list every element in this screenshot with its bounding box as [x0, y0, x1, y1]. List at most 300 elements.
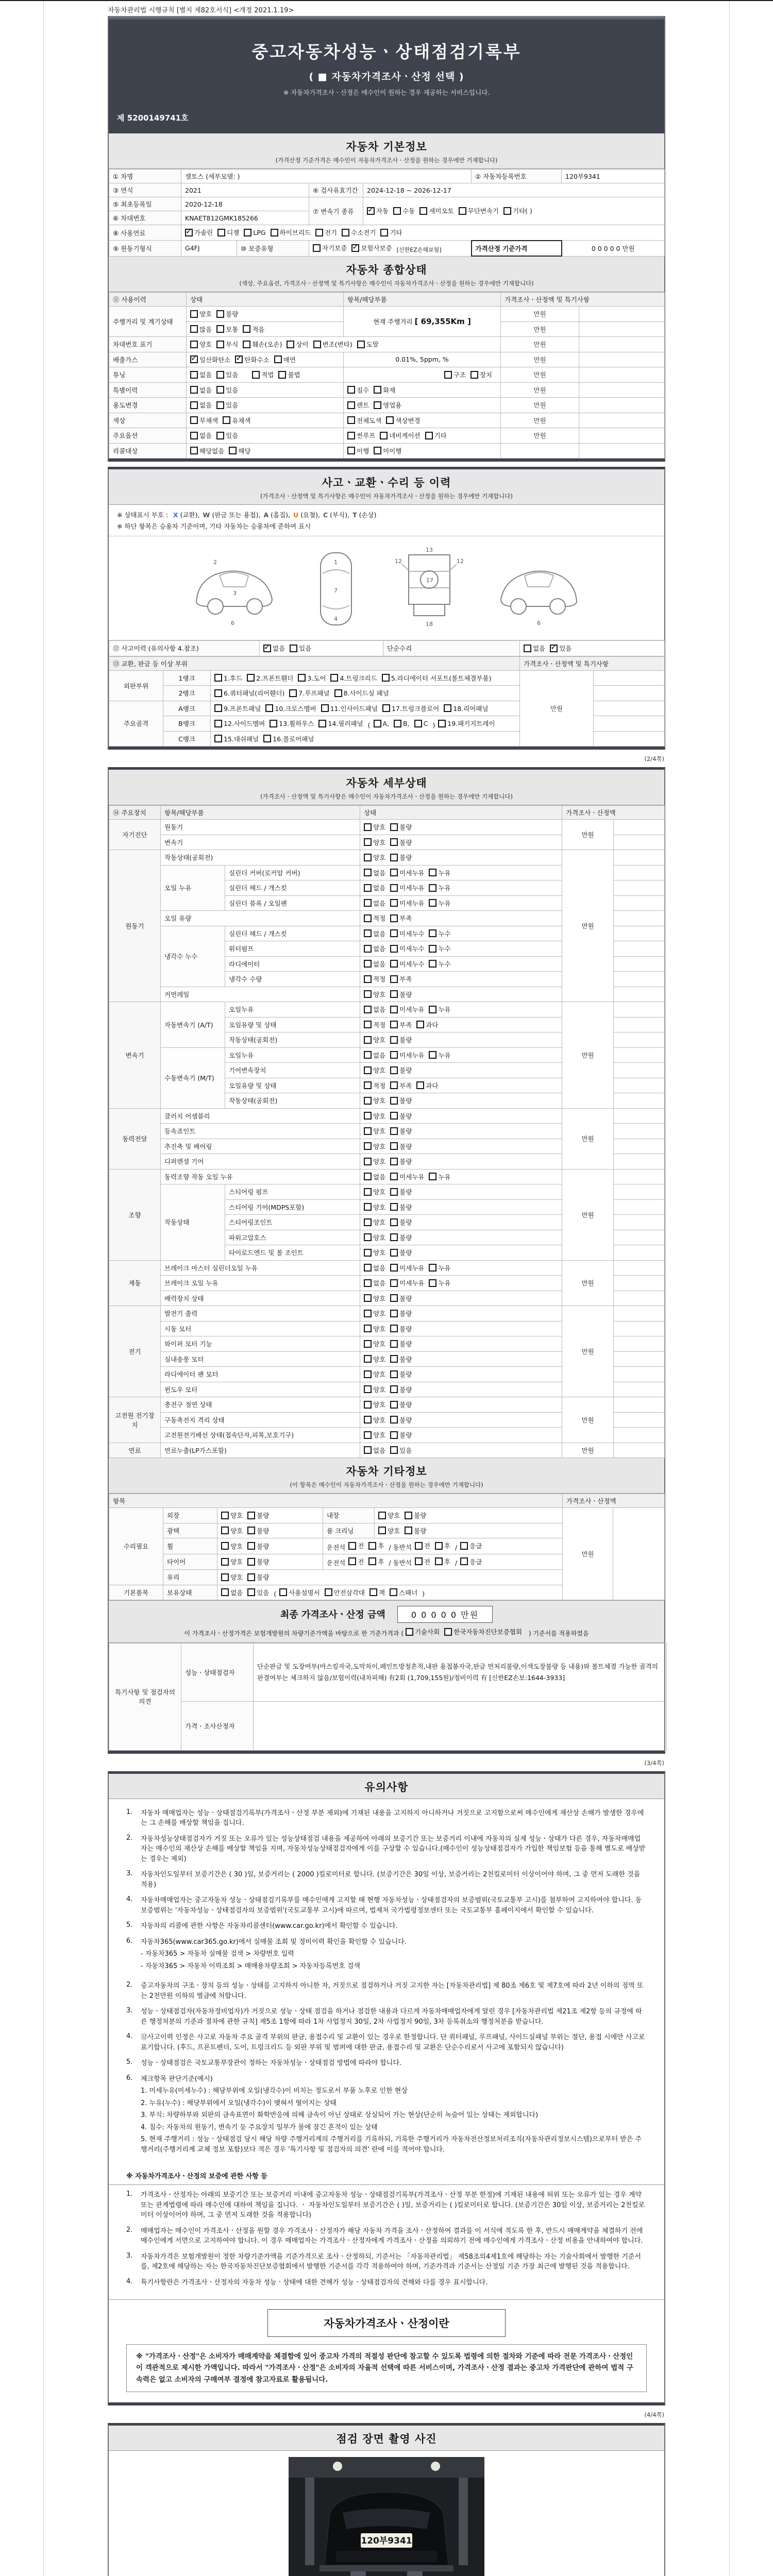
checkbox — [390, 913, 412, 923]
note-cell — [614, 1245, 665, 1261]
state-options — [360, 1047, 562, 1063]
unchecked-checkbox-icon — [390, 1097, 398, 1105]
first-reg-label: ⑤ 최초등록일 — [109, 197, 181, 211]
checkbox — [216, 309, 238, 318]
note-cell — [614, 1063, 665, 1078]
wheel-position-options — [323, 1538, 563, 1554]
checkbox — [252, 370, 274, 379]
checkbox-label: 양호 — [230, 1512, 243, 1519]
svg-text:17: 17 — [426, 577, 433, 584]
checkbox-label: 전기 — [324, 229, 338, 236]
state-options — [360, 1428, 562, 1443]
unchecked-checkbox-icon — [390, 1203, 398, 1211]
checked-checkbox-icon — [185, 229, 193, 236]
unchecked-checkbox-icon — [390, 1188, 398, 1196]
checkbox — [390, 1217, 412, 1227]
checkbox-label: 후 — [378, 1542, 384, 1550]
checkbox-label: 2.프론트휀더 — [256, 674, 294, 682]
checkbox — [390, 1035, 412, 1044]
unchecked-checkbox-icon — [429, 899, 436, 907]
checkbox — [390, 1126, 412, 1136]
col-price: 가격조사ㆍ산정액 — [563, 1494, 665, 1508]
state-options — [360, 1336, 562, 1352]
checkbox-label: 불량 — [399, 1036, 412, 1044]
checkbox — [243, 325, 264, 334]
checkbox-label: 응급 — [469, 1557, 482, 1566]
unchecked-checkbox-icon — [368, 1557, 376, 1565]
section-title: 점검 장면 촬영 사진 — [336, 2432, 437, 2445]
unchecked-checkbox-icon — [334, 689, 342, 697]
checkbox — [429, 1005, 450, 1014]
rank1-label: 1랭크 — [163, 670, 211, 686]
unchecked-checkbox-icon — [214, 674, 222, 682]
checkbox-label: 미세누수 — [399, 960, 425, 968]
checkbox — [287, 340, 308, 349]
price-cell: 만원 — [501, 398, 579, 413]
state-options — [360, 1382, 562, 1397]
checkbox-label: 불량 — [399, 1218, 412, 1226]
checkbox-label: 양호 — [388, 1512, 400, 1519]
svg-text:18: 18 — [426, 621, 433, 628]
sub-group-label: 작동상태 — [161, 1184, 225, 1261]
checkbox-label: 미세누유 — [399, 1264, 425, 1272]
checkbox — [318, 719, 363, 728]
vin-label: ⑥ 차대번호 — [109, 211, 181, 225]
note-cell — [579, 352, 665, 367]
checkbox-label: 있음 — [226, 401, 239, 409]
note-cell — [614, 1291, 665, 1306]
section-subtitle: (가격조사ㆍ산정액 및 특기사항은 매수인이 자동차가격조사ㆍ산정을 원하는 경우에만 기재합니다) — [260, 793, 513, 800]
item-label: 브레이크 마스터 실린더오일 누유 — [161, 1260, 360, 1276]
checkbox — [390, 959, 424, 969]
checkbox — [406, 1627, 440, 1636]
unchecked-checkbox-icon — [380, 432, 388, 439]
item-label: 충전구 절연 상태 — [161, 1397, 360, 1413]
col-usage-history: ⑪ 사용이력 — [109, 293, 187, 307]
note-cell — [614, 1443, 665, 1458]
checkbox-label: 양호 — [373, 1097, 386, 1105]
unchecked-checkbox-icon — [378, 1512, 386, 1519]
final-price-note — [109, 1626, 664, 1638]
checkbox-label: 자기보증 — [322, 244, 347, 252]
item-label: 라디에이터 팬 모터 — [161, 1367, 360, 1382]
checkbox-label: 도말 — [366, 341, 379, 348]
etc-info-table — [109, 1494, 665, 1600]
note-cell — [579, 337, 665, 352]
rank2-items — [211, 686, 520, 701]
unchecked-checkbox-icon — [369, 1588, 377, 1596]
table-row — [109, 307, 665, 322]
price-cell: 만원 — [501, 382, 579, 398]
sub-group-label: 냉각수 누수 — [161, 926, 225, 987]
unchecked-checkbox-icon — [460, 1542, 468, 1550]
main-option-options — [187, 428, 344, 444]
unchecked-checkbox-icon — [190, 401, 198, 409]
unchecked-checkbox-icon — [265, 704, 273, 712]
unchecked-checkbox-icon — [364, 975, 372, 983]
checkbox — [390, 1354, 412, 1364]
checkbox — [271, 228, 311, 237]
checkbox — [235, 355, 269, 364]
inspection-photo-front — [109, 2451, 664, 2576]
checkbox — [390, 838, 412, 847]
table-row — [109, 850, 665, 866]
note-cell — [613, 1508, 665, 1600]
checkbox-label: 없음 — [199, 432, 212, 439]
table-row — [109, 352, 665, 367]
unchecked-checkbox-icon — [229, 447, 237, 454]
checkbox — [390, 1324, 412, 1333]
special-history-options — [187, 382, 344, 398]
checkbox-label: 불량 — [399, 838, 412, 846]
inspector-opinion-table — [109, 1643, 667, 1751]
state-options — [360, 1245, 562, 1261]
state-options — [360, 1306, 562, 1321]
checked-checkbox-icon — [550, 645, 558, 652]
unchecked-checkbox-icon — [190, 325, 198, 333]
price-definition-text: ※ "가격조사ㆍ산정"은 소비자가 매매계약을 체결함에 있어 중고차 가격의 적절성 판단에 참고할 수 있도록 법령에 의한 절차와 기준에 따라 전문 가격조사ㆍ산정인이 객관적으로 제시한 가액입니다. 따라서 "가격조사ㆍ산정"은 소비자의 자율적 선택에 따른 서비스이며, 가격조사ㆍ산정 결과는 중고차 가격판단에 관하여 법적 구속력은 없고 소비자의 구매여부 결정에 참고자료로 활용됩니다. — [126, 2344, 647, 2392]
note-cell — [614, 895, 665, 911]
price-cell: 만원 — [501, 428, 579, 444]
table-row — [109, 428, 665, 444]
checkbox-label: 양호 — [373, 1416, 386, 1424]
table-header-row — [109, 1494, 665, 1508]
unchecked-checkbox-icon — [364, 1294, 372, 1302]
section-subtitle: (가격조사ㆍ산정액 및 특기사항은 매수인이 자동차가격조사ㆍ산정을 원하는 경우에만 기재합니다) — [260, 493, 513, 500]
checkbox-label: 있음 — [399, 1446, 412, 1454]
unchecked-checkbox-icon — [390, 1370, 398, 1378]
checkbox-label: 해당 — [238, 447, 251, 455]
item-label: 와이퍼 모터 기능 — [161, 1336, 360, 1352]
item-label: 윈도우 모터 — [161, 1382, 360, 1397]
unchecked-checkbox-icon — [364, 1188, 372, 1196]
checkbox — [214, 734, 259, 743]
checkbox — [364, 1339, 385, 1348]
form-regulation-note: 자동차관리법 시행규칙 [별지 제82호서식] <개정 2021.1.19> — [108, 7, 294, 14]
final-price-band — [109, 1600, 664, 1643]
unchecked-checkbox-icon — [357, 341, 365, 348]
checkbox — [435, 1557, 450, 1566]
unchecked-checkbox-icon — [348, 1542, 356, 1550]
unchecked-checkbox-icon — [190, 447, 198, 454]
checkbox — [364, 1020, 385, 1029]
notice-sub-item: 4. 침수: 자동차의 원동기, 변속기 등 주요장치 일부가 물에 잠긴 흔적이 있는 상태 — [141, 2123, 378, 2131]
accident-header — [109, 469, 664, 505]
fuel-options — [181, 225, 665, 241]
checkbox — [390, 1005, 424, 1014]
notice-sub-item: 5. 현재 주행거리 : 성능ㆍ상태점검 당시 해당 차량 주행거리계의 주행거리를 기록하되, 기록한 주행거리가 자동차전산정보처리조직(자동차관리정보시스템)으로부터 받은 주행거리(주행거리계 교체 정보 포함)보다 적은 경우 '특기사항 및 점검자의 의견' 란에 이를 적어야 합니다. — [141, 2136, 642, 2154]
notice-item-text: 자동차매매업자는 중고자동차 성능ㆍ상태점검기록부를 매수인에게 고지할 때 현행 자동차성능ㆍ상태점검자의 보증범위(국토교통부 고시)를 첨부하여 고지하여야 합니다. 동 보증범위는 '자동차성능ㆍ상태점검자의 보증범위'(국토교통부 고시)에 따르며, 법제처 국가법령정보센터 또는 국토교통부 홈페이지에서 확인할 수 있습니다. — [141, 1896, 642, 1914]
note-cell — [614, 1154, 665, 1170]
checkbox — [364, 1202, 385, 1212]
unchecked-checkbox-icon — [364, 1036, 372, 1044]
state-options — [360, 1078, 562, 1093]
table-row — [109, 241, 665, 257]
inspector-label: 성능ㆍ상태점검자 — [181, 1643, 254, 1701]
notice-item-text: 자동차인도일부터 보증기간은 ( 30 )일, 보증거리는 ( 2000 )킬로미터로 합니다. (보증기간은 30일 이상, 보증거리는 2천킬로미터 이상이어야 하며, 그 중 먼저 도래한 것을 적용) — [141, 1871, 641, 1889]
checkbox-label: 불량 — [226, 310, 239, 318]
checkbox — [390, 1588, 417, 1597]
checkbox — [247, 1511, 269, 1520]
unchecked-checkbox-icon — [216, 432, 224, 439]
notice-item-text: 중고자동차의 구조ㆍ장치 등의 성능ㆍ상태를 고지하지 아니한 자, 거짓으로 점검하거나 거짓 고지한 자는 [자동차관리법] 제 80조 제6호 및 제7호에 따라 2년 이하의 징역 또는 2천만원 이하의 벌금에 처합니다. — [141, 1982, 644, 2000]
checkbox-label: 불량 — [399, 1355, 412, 1363]
checkbox-label: 이행 — [357, 447, 369, 455]
notice-list-b — [109, 1981, 664, 2164]
checkbox — [364, 838, 385, 847]
checkbox-label: 미세누유 — [399, 1279, 425, 1287]
unchecked-checkbox-icon — [279, 1588, 287, 1596]
note-cell — [614, 1367, 665, 1382]
checkbox — [390, 990, 412, 999]
checkbox-label: A, — [382, 719, 390, 727]
checkbox-label: 안전삼각대 — [333, 1588, 365, 1597]
note-cell — [614, 880, 665, 896]
checkbox-label: C — [423, 719, 428, 727]
fuel-label: ⑧ 사용연료 — [109, 225, 181, 241]
basic-info-header — [109, 133, 664, 169]
checkbox-label: 침수 — [357, 386, 369, 394]
note-cell — [614, 1184, 665, 1200]
checkbox-label: 양호 — [373, 1127, 386, 1135]
checkbox — [364, 974, 385, 984]
unchecked-checkbox-icon — [390, 884, 398, 892]
checkbox — [364, 1005, 385, 1014]
checkbox — [364, 959, 385, 969]
page-left-rule — [43, 1, 44, 2576]
unchecked-checkbox-icon — [347, 401, 355, 409]
checkbox-label: 18.리어패널 — [453, 704, 489, 713]
unchecked-checkbox-icon — [247, 1588, 255, 1596]
special-history-kind — [344, 382, 501, 398]
checkbox — [364, 1035, 385, 1044]
checkbox — [190, 385, 212, 395]
price-cell: 만원 — [520, 670, 594, 747]
checkbox-label: 불량 — [399, 1401, 412, 1409]
item-label: 동력조향 작동 오일 누유 — [161, 1169, 360, 1184]
checkbox-label: 불량 — [414, 1512, 427, 1519]
notice-list-c — [109, 2190, 664, 2297]
checkbox — [415, 1557, 430, 1566]
unchecked-checkbox-icon — [390, 1173, 398, 1180]
unchecked-checkbox-icon — [364, 960, 372, 968]
item-label: 실린더 헤드 / 개스킷 — [225, 926, 360, 941]
accident-history-table — [109, 640, 665, 656]
unchecked-checkbox-icon — [390, 1264, 398, 1272]
etc-info-header — [109, 1458, 664, 1494]
checkbox-label: 없음 — [373, 869, 386, 877]
notice-item-text: 체크항목 판단기준(예시) — [141, 2075, 213, 2083]
status-code-letter: C — [323, 511, 328, 519]
checked-checkbox-icon — [190, 355, 198, 363]
checkbox — [190, 446, 224, 455]
checkbox-label: 양호 — [373, 1431, 386, 1439]
checkbox — [351, 243, 392, 252]
panel-section-label: ⑬ 교환, 판금 등 이상 부위 — [109, 656, 520, 670]
unchecked-checkbox-icon — [190, 371, 198, 379]
checkbox-label: 불량 — [399, 1097, 412, 1105]
document-subtitle: ( ■ 자동차가격조사ㆍ산정 선택 ) — [309, 71, 464, 82]
notice-item-number: 1. — [126, 2190, 133, 2198]
checkbox-label: 양호 — [373, 1325, 386, 1333]
col-item: 항목 — [109, 1494, 563, 1508]
current-mileage-value: [ 69,355Km ] — [414, 317, 471, 326]
unchecked-checkbox-icon — [271, 229, 278, 236]
device-group-label: 전기 — [109, 1306, 161, 1397]
note-cell — [501, 443, 579, 459]
checkbox-label: 적음 — [252, 325, 265, 333]
col-item: 항목/해당부품 — [161, 806, 360, 820]
price-cell: 만원 — [501, 321, 579, 337]
unchecked-checkbox-icon — [364, 1385, 372, 1393]
checkbox — [429, 868, 450, 877]
polish-label: 광택 — [163, 1523, 217, 1538]
checkbox — [247, 1588, 269, 1597]
item-label: 구동축전지 격리 상태 — [161, 1412, 360, 1428]
checkbox-label: 10.크로스멤버 — [275, 704, 316, 713]
sub-group-label: 수동변속기 (M/T) — [161, 1047, 225, 1108]
checkbox — [347, 446, 369, 455]
notice-item-text: 가격조사ㆍ산정자는 아래의 보증기간 또는 보증거리 이내에 중고자동차 성능ㆍ상태점검기록부(가격조사ㆍ산정 부분 한정)에 기재된 내용에 허위 또는 오류가 있는 경우 계약 또는 관계법령에 따라 매수인에 대하여 책임을 집니다. ㆍ 자동차인도일부터 보증기간은 ( )일, 보증거리는 ( )킬로미터로 합니다. (보증기간은 30일 이상, 보증거리는 2천킬로미터 이상이어야 하며, 그 중 먼저 도래한 것을 적용합니다) — [141, 2191, 645, 2219]
unchecked-checkbox-icon — [429, 1173, 436, 1180]
checkbox — [364, 1217, 385, 1227]
detail-state-header — [109, 770, 664, 805]
tuning-options — [187, 367, 344, 383]
checkbox — [393, 206, 415, 215]
section-title: 자동차 기본정보 — [346, 141, 427, 153]
glass-label: 유리 — [163, 1570, 217, 1585]
checkbox-group-text: / — [455, 1543, 458, 1551]
unchecked-checkbox-icon — [364, 914, 372, 922]
state-options — [360, 1276, 562, 1291]
state-options — [360, 865, 562, 880]
table-row — [109, 1306, 665, 1321]
state-options — [360, 956, 562, 972]
base-price-value: 0 0 0 0 0 만원 — [562, 241, 665, 257]
item-label: 오일유량 및 상태 — [225, 1078, 360, 1093]
checkbox-label: 전 — [424, 1542, 430, 1550]
unchecked-checkbox-icon — [386, 416, 394, 424]
note-cell — [614, 1260, 665, 1276]
checkbox — [390, 1263, 424, 1273]
unchecked-checkbox-icon — [390, 869, 398, 876]
checkbox-label: 부족 — [399, 914, 412, 922]
checkbox — [216, 340, 238, 349]
checkbox-label: 없음 — [373, 960, 386, 968]
unchecked-checkbox-icon — [390, 1142, 398, 1150]
checkbox-label: 후 — [444, 1557, 450, 1566]
unchecked-checkbox-icon — [390, 1127, 398, 1135]
item-label: 오일누유 — [225, 1002, 360, 1018]
checkbox — [364, 1446, 385, 1455]
unchecked-checkbox-icon — [364, 1279, 372, 1287]
unchecked-checkbox-icon — [364, 1097, 372, 1105]
unchecked-checkbox-icon — [390, 823, 398, 831]
unchecked-checkbox-icon — [216, 310, 224, 318]
state-options — [360, 1184, 562, 1200]
status-code-desc: (교환), — [178, 511, 200, 519]
checkbox-label: 없음 — [373, 899, 386, 907]
checkbox-label: 4.트렁크리드 — [340, 674, 377, 682]
unchecked-checkbox-icon — [190, 416, 198, 424]
unchecked-checkbox-icon — [216, 386, 224, 394]
item-label: 오일 유량 — [161, 911, 360, 926]
checkbox — [374, 446, 401, 455]
notice-item-text: 성능ㆍ상태점검은 국토교통부장관이 정하는 자동차성능ㆍ상태점검 방법에 따라야 합니다. — [141, 2059, 402, 2067]
unchecked-checkbox-icon — [390, 854, 398, 861]
unchecked-checkbox-icon — [364, 1401, 372, 1409]
table-row — [109, 1643, 667, 1701]
unchecked-checkbox-icon — [364, 990, 372, 998]
item-label: 오일유량 및 상태 — [225, 1017, 360, 1032]
unchecked-checkbox-icon — [287, 341, 294, 348]
checkbox-label: 양호 — [373, 1142, 386, 1150]
unchecked-checkbox-icon — [216, 371, 224, 379]
checkbox — [364, 990, 385, 999]
unchecked-checkbox-icon — [470, 371, 478, 379]
unchecked-checkbox-icon — [390, 1158, 398, 1165]
checkbox — [244, 229, 265, 236]
state-options — [360, 1002, 562, 1018]
checkbox — [221, 1526, 243, 1535]
checkbox — [325, 1588, 365, 1597]
unchecked-checkbox-icon — [390, 945, 398, 953]
checkbox — [390, 1065, 412, 1075]
checkbox-label: 양호 — [373, 1310, 386, 1317]
unchecked-checkbox-icon — [364, 1233, 372, 1241]
rank2-label: 2랭크 — [163, 686, 211, 701]
checkbox-label: 불량 — [399, 1127, 412, 1135]
checkbox-label: 미세누유 — [399, 1006, 425, 1013]
svg-text:2: 2 — [213, 559, 217, 566]
checkbox-label: 영업용 — [383, 401, 402, 409]
unchecked-checkbox-icon — [221, 1558, 229, 1566]
checkbox — [550, 643, 572, 653]
tuning-label: 튜닝 — [109, 367, 187, 383]
table-row — [109, 670, 665, 686]
page-photos — [108, 2423, 665, 2576]
notice-item-number: 1. — [126, 1808, 133, 1816]
unchecked-checkbox-icon — [390, 1218, 398, 1226]
checkbox — [315, 228, 337, 237]
checkbox — [274, 355, 296, 364]
unchecked-checkbox-icon — [221, 1512, 229, 1519]
checkbox — [390, 1172, 424, 1181]
checkbox — [364, 1385, 385, 1394]
note-cell — [614, 1124, 665, 1139]
checkbox-label: 불량 — [257, 1527, 270, 1535]
checkbox-label: 불량 — [399, 1370, 412, 1378]
checkbox-label: 미세누유 — [399, 1173, 425, 1181]
legend-items — [170, 511, 376, 519]
checkbox-label: 미이행 — [383, 447, 402, 455]
checkbox-label: 장치 — [479, 371, 492, 379]
unchecked-checkbox-icon — [364, 1203, 372, 1211]
note-cell — [579, 443, 665, 459]
unchecked-checkbox-icon — [364, 884, 372, 892]
unchecked-checkbox-icon — [223, 416, 230, 424]
basic-info-table — [109, 169, 665, 257]
checkbox — [364, 1248, 385, 1257]
checkbox-label: 누유 — [438, 899, 451, 907]
state-options — [360, 895, 562, 911]
unchecked-checkbox-icon — [364, 929, 372, 937]
checkbox-label: 12.사이드멤버 — [224, 720, 265, 727]
checkbox — [364, 1309, 385, 1318]
checkbox — [390, 1385, 412, 1394]
note-cell — [614, 987, 665, 1002]
checkbox — [247, 1541, 269, 1551]
